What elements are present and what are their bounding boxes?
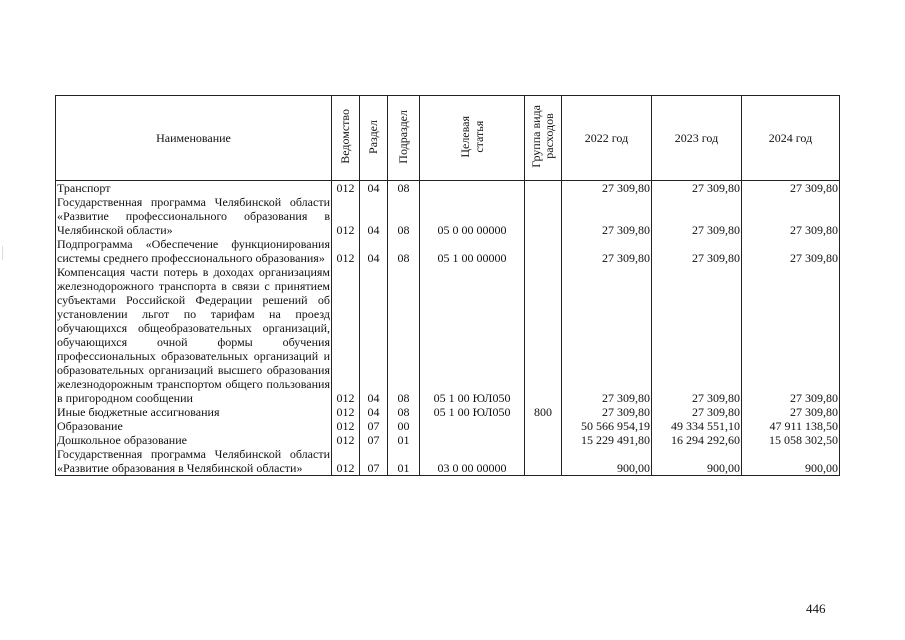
row-value-2023: 27 309,80	[652, 405, 742, 419]
row-section: 07	[360, 433, 388, 447]
row-value-2024: 27 309,80	[742, 405, 840, 419]
row-subsection: 08	[388, 265, 420, 405]
row-value-2022: 27 309,80	[562, 405, 652, 419]
row-name: Государственная программа Челябинской области «Развитие профессионального образования в Челябинской области»	[57, 195, 330, 237]
row-target	[420, 433, 525, 447]
row-value-2022: 900,00	[562, 447, 652, 476]
row-section: 07	[360, 447, 388, 476]
header-section: Раздел	[360, 96, 388, 181]
header-year-2024: 2024 год	[742, 96, 840, 181]
row-name: Транспорт	[56, 181, 332, 196]
row-name: Образование	[56, 419, 332, 433]
row-value-2023: 16 294 292,60	[652, 433, 742, 447]
row-ministry: 012	[332, 195, 360, 237]
row-ministry: 012	[332, 433, 360, 447]
row-subsection: 00	[388, 419, 420, 433]
row-subsection: 08	[388, 405, 420, 419]
row-value-2023: 27 309,80	[652, 237, 742, 265]
row-target	[420, 419, 525, 433]
scan-margin-mark	[2, 246, 3, 260]
row-section: 04	[360, 195, 388, 237]
row-target: 05 1 00 00000	[420, 237, 525, 265]
row-value-2024: 27 309,80	[742, 237, 840, 265]
row-ministry: 012	[332, 237, 360, 265]
page-number: 446	[806, 601, 826, 616]
row-value-2024: 27 309,80	[742, 265, 840, 405]
row-value-2024: 27 309,80	[742, 181, 840, 196]
table-row	[56, 405, 840, 419]
table-row	[56, 237, 840, 265]
row-group	[525, 181, 562, 196]
table-row	[56, 181, 840, 196]
row-group	[525, 433, 562, 447]
row-value-2023: 27 309,80	[652, 265, 742, 405]
header-year-2023: 2023 год	[652, 96, 742, 181]
row-value-2022: 27 309,80	[562, 181, 652, 196]
row-group	[525, 265, 562, 405]
row-target	[420, 181, 525, 196]
row-value-2022: 27 309,80	[562, 195, 652, 237]
table-row	[56, 419, 840, 433]
row-ministry: 012	[332, 181, 360, 196]
header-subsection: Подраздел	[388, 96, 420, 181]
row-ministry: 012	[332, 419, 360, 433]
budget-table	[55, 95, 840, 476]
row-subsection: 08	[388, 195, 420, 237]
row-section: 04	[360, 181, 388, 196]
row-name: Иные бюджетные ассигнования	[56, 405, 332, 419]
row-subsection: 01	[388, 433, 420, 447]
row-group	[525, 237, 562, 265]
row-value-2023: 27 309,80	[652, 181, 742, 196]
row-value-2022: 50 566 954,19	[562, 419, 652, 433]
table-row	[56, 447, 840, 476]
row-name: Компенсация части потерь в доходах организациям железнодорожного транспорта в связи с принятием субъектами Российской Федерации решений об установлении льгот по тарифам на проезд обучающихся общеобразовательных организаций, обучающихся очной формы обучения профессиональных образовательных организаций и образовательных организаций высшего образования железнодорожным транспортом общего пользования в пригородном сообщении	[57, 265, 330, 405]
row-section: 04	[360, 237, 388, 265]
row-value-2022: 27 309,80	[562, 237, 652, 265]
row-target: 05 1 00 ЮЛ050	[420, 405, 525, 419]
row-value-2024: 27 309,80	[742, 195, 840, 237]
row-section: 04	[360, 265, 388, 405]
header-target-article: Целевая статья	[420, 96, 525, 181]
row-name: Подпрограмма «Обеспечение функционирования системы среднего профессионального образования»	[57, 237, 330, 265]
row-value-2022: 15 229 491,80	[562, 433, 652, 447]
row-target: 05 1 00 ЮЛ050	[420, 265, 525, 405]
row-value-2024: 900,00	[742, 447, 840, 476]
header-ministry: Ведомство	[332, 96, 360, 181]
row-target: 05 0 00 00000	[420, 195, 525, 237]
row-ministry: 012	[332, 265, 360, 405]
table-row	[56, 265, 840, 405]
row-group	[525, 195, 562, 237]
row-value-2024: 47 911 138,50	[742, 419, 840, 433]
row-subsection: 01	[388, 447, 420, 476]
row-value-2023: 27 309,80	[652, 195, 742, 237]
row-subsection: 08	[388, 181, 420, 196]
row-section: 07	[360, 419, 388, 433]
table-row	[56, 195, 840, 237]
header-year-2022: 2022 год	[562, 96, 652, 181]
row-value-2024: 15 058 302,50	[742, 433, 840, 447]
table-row	[56, 433, 840, 447]
row-value-2023: 900,00	[652, 447, 742, 476]
row-group: 800	[525, 405, 562, 419]
row-subsection: 08	[388, 237, 420, 265]
row-ministry: 012	[332, 447, 360, 476]
row-value-2023: 49 334 551,10	[652, 419, 742, 433]
row-group	[525, 447, 562, 476]
row-section: 04	[360, 405, 388, 419]
row-name: Дошкольное образование	[56, 433, 332, 447]
row-target: 03 0 00 00000	[420, 447, 525, 476]
header-name: Наименование	[56, 96, 332, 181]
row-value-2022: 27 309,80	[562, 265, 652, 405]
table-header-row	[56, 96, 840, 181]
row-group	[525, 419, 562, 433]
header-expense-group: Группа вида расходов	[525, 96, 562, 181]
row-name: Государственная программа Челябинской области «Развитие образования в Челябинской области»	[57, 447, 330, 475]
row-ministry: 012	[332, 405, 360, 419]
